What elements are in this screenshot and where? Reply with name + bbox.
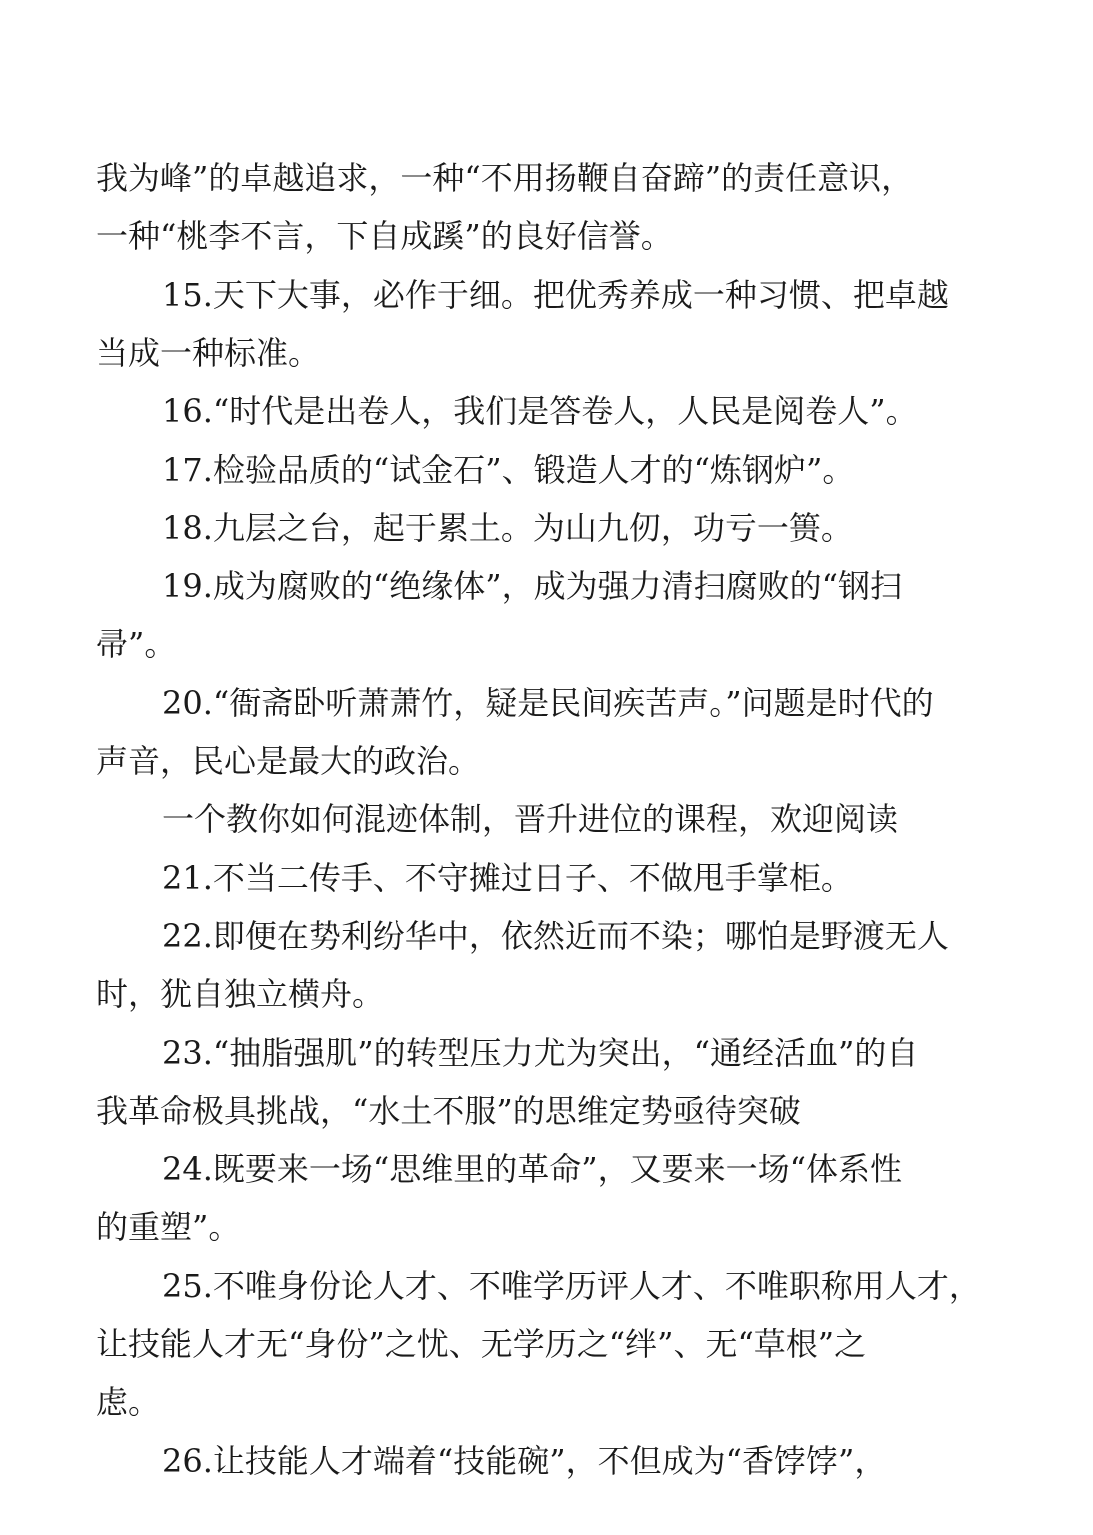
text-line: 一种“桃李不言，下自成蹊”的良好信誉。: [96, 217, 673, 255]
text-line: 声音，民心是最大的政治。: [96, 742, 481, 780]
text-line: 20.“衙斋卧听萧萧竹，疑是民间疾苦声。”问题是时代的: [162, 684, 934, 722]
text-line: 虑。: [96, 1383, 161, 1421]
text-line: 23.“抽脂强肌”的转型压力尤为突出，“通经活血”的自: [162, 1034, 919, 1072]
text-line: 22.即便在势利纷华中，依然近而不染；哪怕是野渡无人: [162, 917, 949, 955]
text-line: 我革命极具挑战，“水土不服”的思维定势亟待突破: [96, 1092, 801, 1130]
text-line: 24.既要来一场“思维里的革命”，又要来一场“体系性: [162, 1150, 902, 1188]
text-line: 25.不唯身份论人才、不唯学历评人才、不唯职称用人才，: [162, 1267, 981, 1305]
text-line: 一个教你如何混迹体制，晋升进位的课程，欢迎阅读: [162, 800, 899, 838]
text-line: 18.九层之台，起于累土。为山九仞，功亏一篑。: [162, 509, 853, 547]
text-line: 我为峰”的卓越追求，一种“不用扬鞭自奋蹄”的责任意识，: [96, 159, 914, 197]
text-line: 的重塑”。: [96, 1208, 241, 1246]
text-line: 17.检验品质的“试金石”、锻造人才的“炼钢炉”。: [162, 451, 855, 489]
text-line: 21.不当二传手、不守摊过日子、不做甩手掌柜。: [162, 859, 853, 897]
text-line: 19.成为腐败的“绝缘体”，成为强力清扫腐败的“钢扫: [162, 567, 902, 605]
text-line: 时，犹自独立横舟。: [96, 975, 385, 1013]
text-line: 15.天下大事，必作于细。把优秀养成一种习惯、把卓越: [162, 276, 949, 314]
text-line: 让技能人才无“身份”之忧、无学历之“绊”、无“草根”之: [96, 1325, 867, 1363]
text-line: 26.让技能人才端着“技能碗”，不但成为“香饽饽”，: [162, 1442, 887, 1480]
text-line: 当成一种标准。: [96, 334, 321, 372]
text-line: 16.“时代是出卷人，我们是答卷人，人民是阅卷人”。: [162, 392, 918, 430]
text-line: 帚”。: [96, 625, 177, 663]
